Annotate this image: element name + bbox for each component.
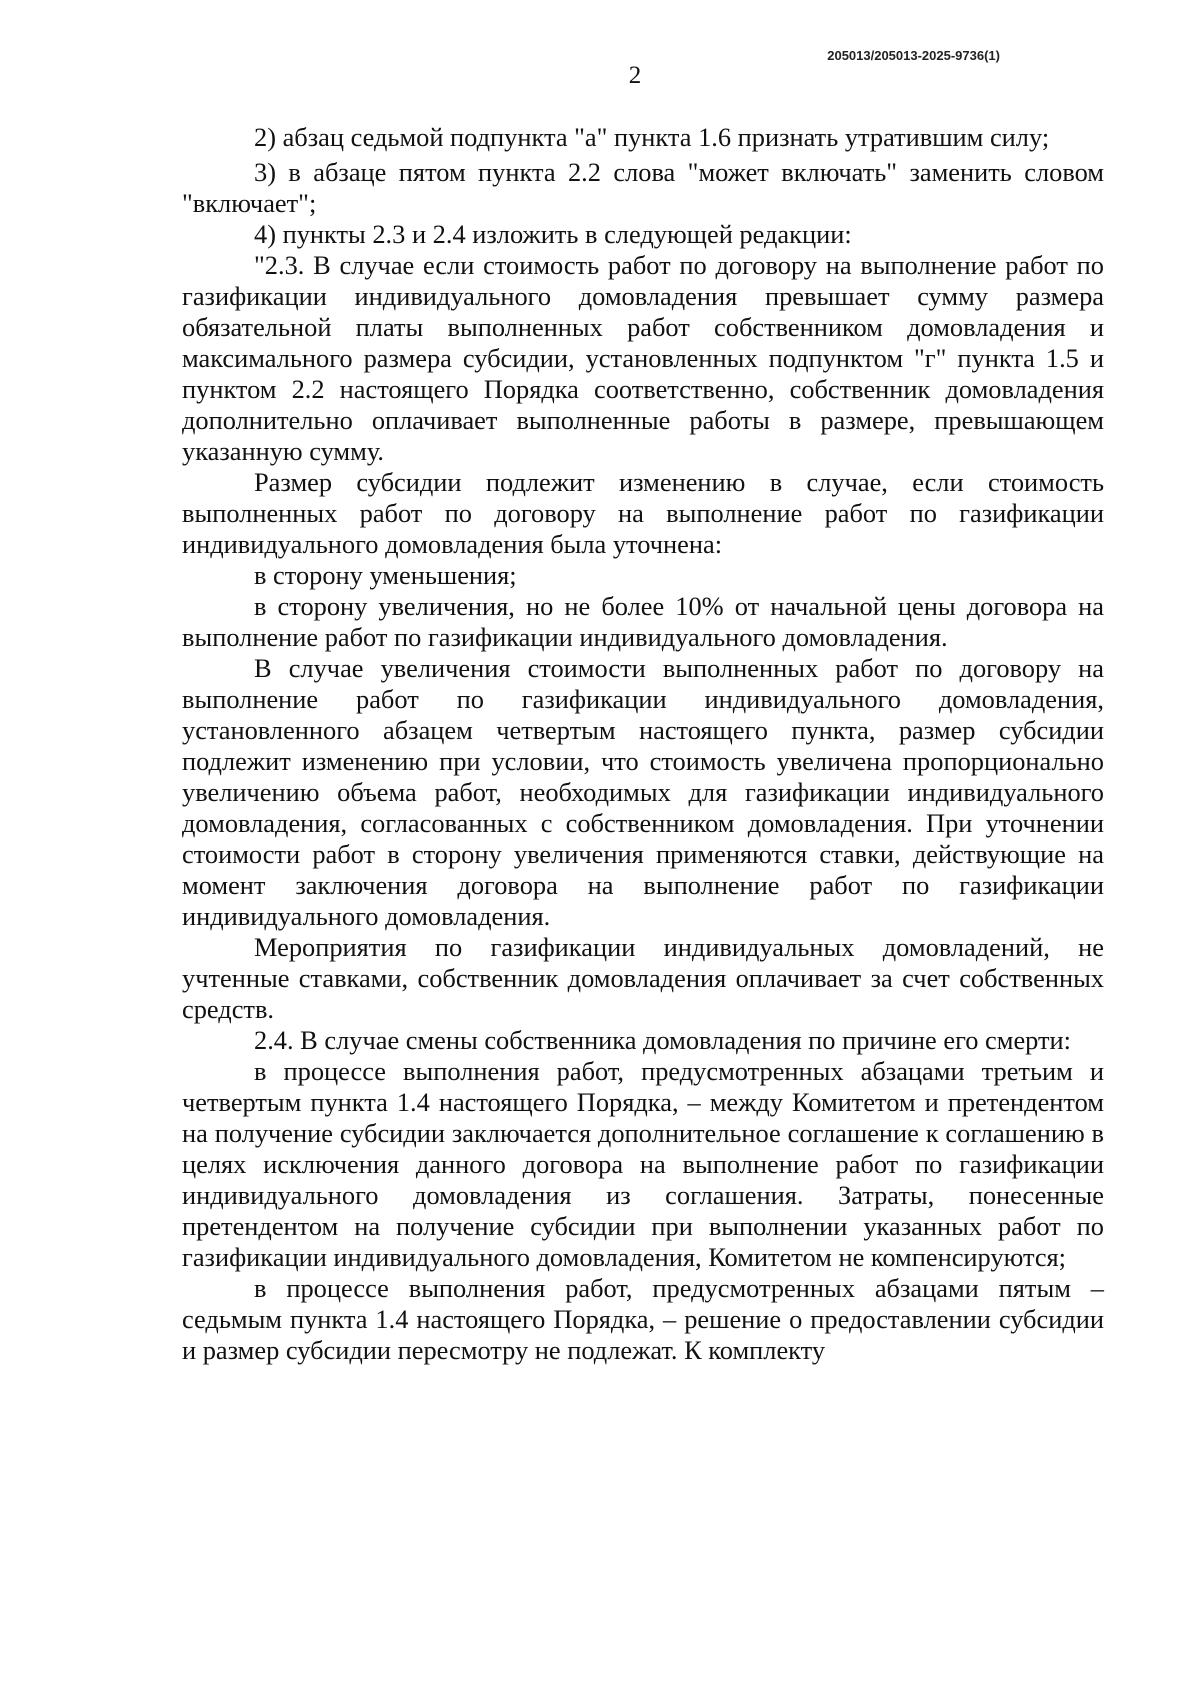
paragraph-increase-conditions: В случае увеличения стоимости выполненных работ по договору на выполнение работ по газификации индивидуального домовладения, установленного абзацем четвертым настоящего пункта, размер субсидии подлежит изменению при условии, что стоимость увеличена пропорционально увеличению объема работ, необходимых для газификации индивидуального домовладения, согласованных с собственником домовладения. При уточнении стоимости работ в сторону увеличения применяются ставки, действующие на момент заключения договора на выполнение работ по газификации индивидуального домовладения.: [182, 653, 1104, 931]
paragraph-2-4: 2.4. В случае смены собственника домовладения по причине его смерти:: [254, 1025, 1072, 1055]
paragraph-2-3: "2.3. В случае если стоимость работ по договору на выполнение работ по газификации индивидуального домовладения превышает сумму размера обязательной платы выполненных работ собственником домовладения и максимального размера субсидии, установленных подпунктом "г" пункта 1.5 и пунктом 2.2 настоящего Порядка соответственно, собственник домовладения дополнительно оплачивает выполненные работы в размере, превышающем указанную сумму.: [182, 250, 1104, 466]
document-body: [182, 118, 1104, 1366]
paragraph-increase: в сторону увеличения, но не более 10% от начальной цены договора на выполнение работ по газификации индивидуального домовладения.: [182, 591, 1104, 652]
paragraph-owner-change-works-3-4: в процессе выполнения работ, предусмотренных абзацами третьим и четвертым пункта 1.4 настоящего Порядка, – между Комитетом и претендентом на получение субсидии заключается дополнительное соглашение к соглашению в целях исключения данного договора на выполнение работ по газификации индивидуального домовладения из соглашения. Затраты, понесенные претендентом на получение субсидии при выполнении указанных работ по газификации индивидуального домовладения, Комитетом не компенсируются;: [182, 1056, 1104, 1272]
paragraph-item-3: 3) в абзаце пятом пункта 2.2 слова "может включать" заменить словом "включает";: [182, 157, 1104, 218]
paragraph-uncovered-measures: Мероприятия по газификации индивидуальных домовладений, не учтенные ставками, собственник домовладения оплачивает за счет собственных средств.: [182, 932, 1104, 1024]
paragraph-subsidy-change: Размер субсидии подлежит изменению в случае, если стоимость выполненных работ по договору на выполнение работ по газификации индивидуального домовладения была уточнена:: [182, 467, 1104, 559]
page-number: 2: [628, 62, 642, 89]
paragraph-item-4: 4) пункты 2.3 и 2.4 изложить в следующей редакции:: [254, 219, 852, 249]
document-registration-number: 205013/205013-2025-9736(1): [827, 48, 1000, 63]
paragraph-item-2: 2) абзац седьмой подпункта "а" пункта 1.6 признать утратившим силу;: [254, 122, 1050, 152]
paragraph-owner-change-works-5-7: в процессе выполнения работ, предусмотренных абзацами пятым – седьмым пункта 1.4 настоящего Порядка, – решение о предоставлении субсидии и размер субсидии пересмотру не подлежат. К комплекту: [182, 1273, 1104, 1365]
paragraph-decrease: в сторону уменьшения;: [254, 560, 517, 590]
